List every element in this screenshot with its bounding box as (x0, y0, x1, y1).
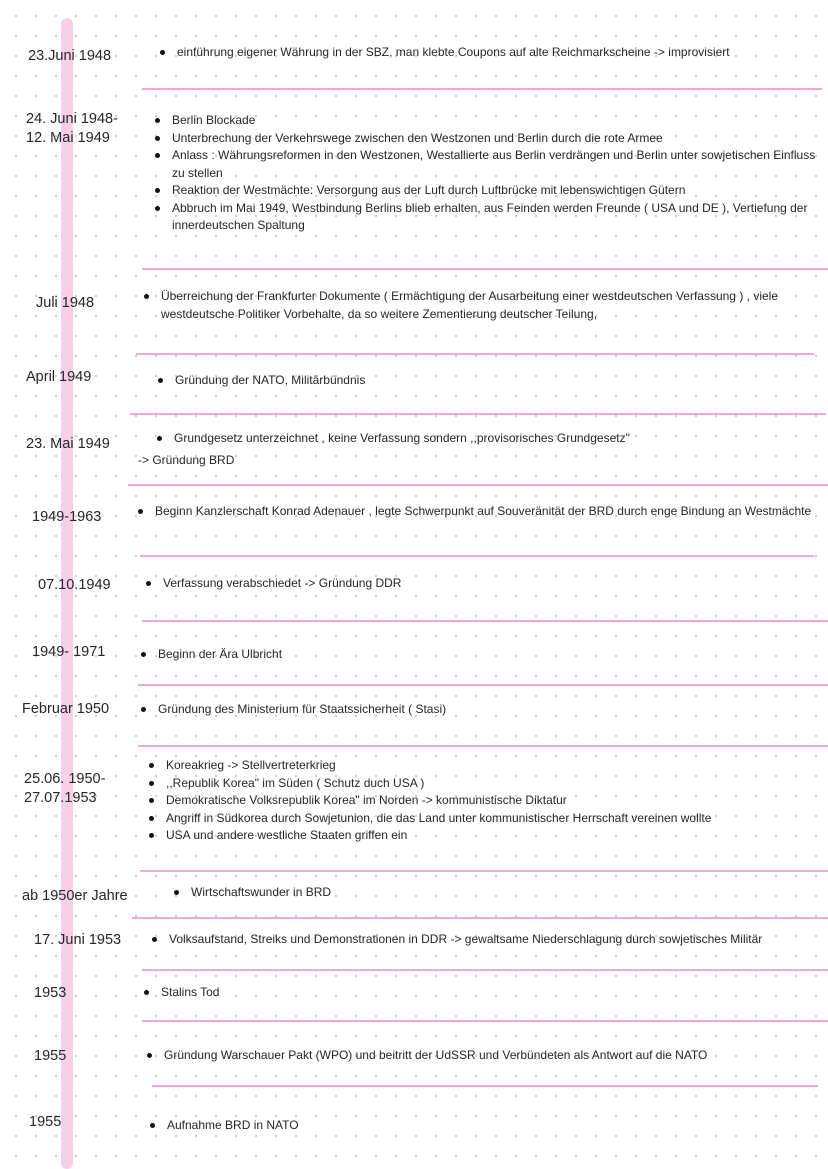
bullet-item: USA und andere westliche Staaten griffen ein (147, 827, 817, 845)
entry-date: 23.Juni 1948 (28, 48, 112, 64)
separator-line (142, 969, 828, 971)
bullet-item: Gründung des Ministerium für Staatssicherheit ( Stasi) (139, 701, 739, 719)
separator-line (140, 870, 828, 872)
entry-date: ab 1950er Jahre (22, 888, 128, 904)
bullet-item: Volksaufstand, Streiks und Demonstrationen in DDR -> gewaltsame Niederschlagung durch sowjetisches Militär (150, 931, 820, 949)
bullet-item: Demokratische Volksrepublik Korea" im Norden -> kommunistische Diktatur (147, 792, 817, 810)
entry-content (153, 112, 823, 235)
bullet-item: Beginn der Ära Ulbricht (139, 646, 739, 664)
entry-date: Februar 1950 (22, 701, 110, 717)
entry-content (155, 430, 805, 448)
entry-date: Juli 1948 (36, 295, 95, 311)
bullet-item: Wirtschaftswunder in BRD (172, 884, 772, 902)
bullet-item: ,,Republik Korea" im Süden ( Schutz duch USA ) (147, 775, 817, 793)
bullet-item: Gründung Warschauer Pakt (WPO) und beitritt der UdSSR und Verbündeten als Antwort auf die NATO (145, 1047, 815, 1065)
entry-date: 24. Juni 1948- 12. Mai 1949 (26, 111, 118, 146)
entry-date: 25.06. 1950- 27.07.1953 (24, 771, 106, 806)
entry-content (142, 288, 802, 323)
separator-line (130, 413, 826, 415)
entry-date: 1955 (29, 1114, 62, 1130)
separator-line (140, 555, 814, 557)
entry-date: 1949- 1971 (32, 644, 106, 660)
entry-content (172, 884, 772, 902)
entry-content (145, 1047, 815, 1065)
separator-line (142, 88, 822, 90)
separator-line (138, 684, 828, 686)
separator-line (138, 745, 828, 747)
separator-line (152, 1085, 818, 1087)
entry-date: 1955 (34, 1048, 67, 1064)
bullet-item: Gründung der NATO, Militärbündnis (156, 372, 796, 390)
separator-line (142, 1020, 828, 1022)
entry-date: 17. Juni 1953 (34, 932, 122, 948)
separator-line (136, 353, 814, 355)
entry-date: 1953 (34, 985, 67, 1001)
entry-date: 1949-1963 (32, 509, 102, 525)
bullet-item: Beginn Kanzlerschaft Konrad Adenauer , legte Schwerpunkt auf Souveränität der BRD durch enge Bindung an Westmächte (136, 503, 826, 521)
entry-date: 23. Mai 1949 (26, 436, 110, 452)
entry-content (136, 503, 826, 521)
bullet-item: Anlass : Währungsreformen in den Westzonen, Westallierte aus Berlin verdrängen und Berlin unter sowjetischen Einfluss zu stellen (153, 147, 823, 182)
entry-content (144, 575, 744, 593)
bullet-item: Stalins Tod (142, 984, 542, 1002)
entry-content (139, 646, 739, 664)
separator-line (142, 268, 828, 270)
separator-line (142, 620, 828, 622)
separator-line (128, 484, 828, 486)
entry-content (158, 44, 808, 62)
bullet-item: Abbruch im Mai 1949, Westbindung Berlins blieb erhalten, aus Feinden werden Freunde ( USA und DE ), Vertiefung der innerdeutschen Spaltung (153, 200, 823, 235)
bullet-item: Koreakrieg -> Stellvertreterkrieg (147, 757, 817, 775)
bullet-item: Überreichung der Frankfurter Dokumente ( Ermächtigung der Ausarbeitung einer westdeutschen Verfassung ) , viele westdeutsche Politiker Vorbehalte, da so weitere Zementierung deutscher Teilung, (142, 288, 802, 323)
entry-content (148, 1117, 548, 1135)
bullet-item: Angriff in Südkorea durch Sowjetunion, die das Land unter kommunistischer Herrschaft vereinen wollte (147, 810, 817, 828)
entry-content (139, 701, 739, 719)
bullet-item: Aufnahme BRD in NATO (148, 1117, 548, 1135)
bullet-item: Reaktion der Westmächte: Versorgung aus der Luft durch Luftbrücke mit lebenswichtigen Gütern (153, 182, 823, 200)
bullet-item: Grundgesetz unterzeichnet , keine Verfassung sondern ,,provisorisches Grundgesetz" (155, 430, 805, 448)
entry-date: 07.10.1949 (38, 577, 111, 593)
entry-content (142, 984, 542, 1002)
entry-content (147, 757, 817, 845)
bullet-item: Berlin Blockade (153, 112, 823, 130)
entry-date: April 1949 (26, 369, 92, 385)
separator-line (132, 917, 828, 919)
entry-note (138, 452, 438, 470)
bullet-item: einführung eigener Währung in der SBZ, man klebte Coupons auf alte Reichmarkscheine -> improvisiert (158, 44, 808, 62)
entry-content (150, 931, 820, 949)
entry-content (156, 372, 796, 390)
note-text: -> Gründung BRD (138, 453, 235, 467)
bullet-item: Verfassung verabschiedet -> Gründung DDR (144, 575, 744, 593)
bullet-item: Unterbrechung der Verkehrswege zwischen den Westzonen und Berlin durch die rote Armee (153, 130, 823, 148)
